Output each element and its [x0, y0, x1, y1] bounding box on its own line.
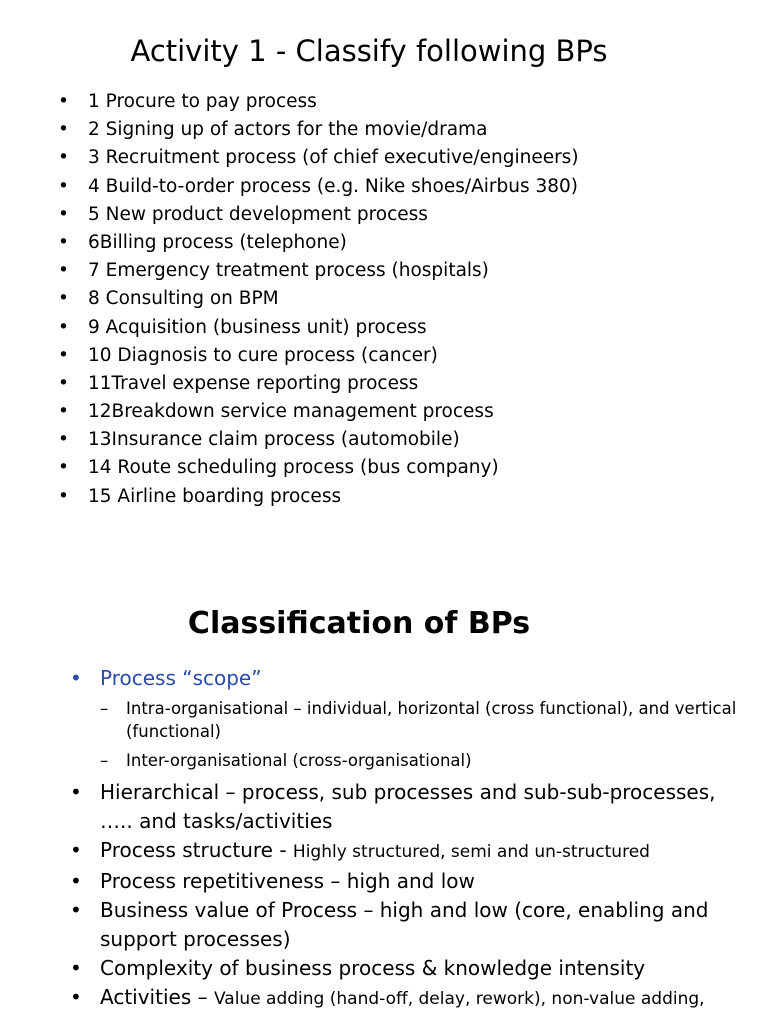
list-item: • 3 Recruitment process (of chief executive/engineers) [58, 144, 579, 172]
bullet-icon: • [58, 288, 69, 310]
bullet-icon: • [70, 898, 82, 922]
slide-classification [0, 560, 768, 1024]
bullet-icon: • [58, 119, 69, 141]
dash-icon: – [100, 699, 109, 718]
bullet-icon: • [58, 457, 69, 479]
list-item: • 9 Acquisition (business unit) process [58, 314, 579, 342]
bullet-icon: • [58, 175, 69, 197]
bullet-icon: • [58, 316, 69, 338]
scope-label: Process “scope” [100, 666, 262, 690]
list-item: • 15 Airline boarding process [58, 483, 579, 511]
bullet-icon: • [58, 147, 69, 169]
bp-list [58, 88, 579, 511]
bullet-icon: • [58, 203, 69, 225]
bullet-icon: • [58, 260, 69, 282]
list-item: • 11Travel expense reporting process [58, 370, 579, 398]
list-item: • 5 New product development process [58, 201, 579, 229]
bullet-icon: • [70, 956, 82, 980]
bullet-icon: • [70, 869, 82, 893]
bullet-icon: • [58, 344, 69, 366]
activities-detail: Value adding (hand-off, delay, rework), non-value adding, [213, 989, 705, 1009]
structure-detail: Highly structured, semi and un-structured [292, 842, 650, 862]
activities-label: Activities – [100, 985, 214, 1009]
list-item: • 13Insurance claim process (automobile) [58, 426, 579, 454]
list-item-activities [70, 983, 750, 1014]
list-item: • 12Breakdown service management process [58, 398, 579, 426]
bullet-icon: • [70, 838, 82, 862]
bullet-icon: • [58, 401, 69, 423]
list-item: • 8 Consulting on BPM [58, 285, 579, 313]
list-item: • 7 Emergency treatment process (hospitals) [58, 257, 579, 285]
sub-list-item: – Inter-organisational (cross-organisational) [100, 751, 472, 770]
list-item-business-value: • Business value of Process – high and low (core, enabling and support processes) [70, 898, 709, 951]
list-item: • 1 Procure to pay process [58, 88, 579, 116]
list-item: • 4 Build-to-order process (e.g. Nike shoes/Airbus 380) [58, 173, 579, 201]
bullet-icon: • [58, 91, 69, 112]
list-item-hierarchical: • Hierarchical – process, sub processes and sub-sub-processes, ….. and tasks/activities [70, 780, 716, 833]
list-item: • 2 Signing up of actors for the movie/drama [58, 116, 579, 144]
bullet-icon: • [70, 780, 82, 804]
list-item-complexity: • Complexity of business process & knowledge intensity [70, 954, 750, 983]
list-item: • 10 Diagnosis to cure process (cancer) [58, 342, 579, 370]
scope-sublist [100, 697, 750, 772]
bullet-icon: • [70, 666, 82, 690]
dash-icon: – [100, 751, 109, 770]
list-item-repetitiveness: • Process repetitiveness – high and low [70, 867, 750, 896]
bullet-icon: • [58, 429, 69, 451]
slide-2-title: Classification of BPs [187, 606, 531, 641]
bullet-icon: • [70, 985, 82, 1009]
structure-label: Process structure - [100, 838, 293, 862]
list-item-scope [70, 664, 750, 772]
sub-list-item: – Intra-organisational – individual, horizontal (cross functional), and vertical (functional) [100, 699, 737, 741]
list-item: • 14 Route scheduling process (bus company) [58, 454, 579, 482]
classification-list [70, 664, 750, 1014]
slide-1-title: Activity 1 - Classify following BPs [130, 34, 608, 68]
list-item-structure [70, 836, 750, 867]
bullet-icon: • [58, 231, 69, 253]
list-item: • 6Billing process (telephone) [58, 229, 579, 257]
bullet-icon: • [58, 485, 69, 507]
bullet-icon: • [58, 372, 69, 394]
